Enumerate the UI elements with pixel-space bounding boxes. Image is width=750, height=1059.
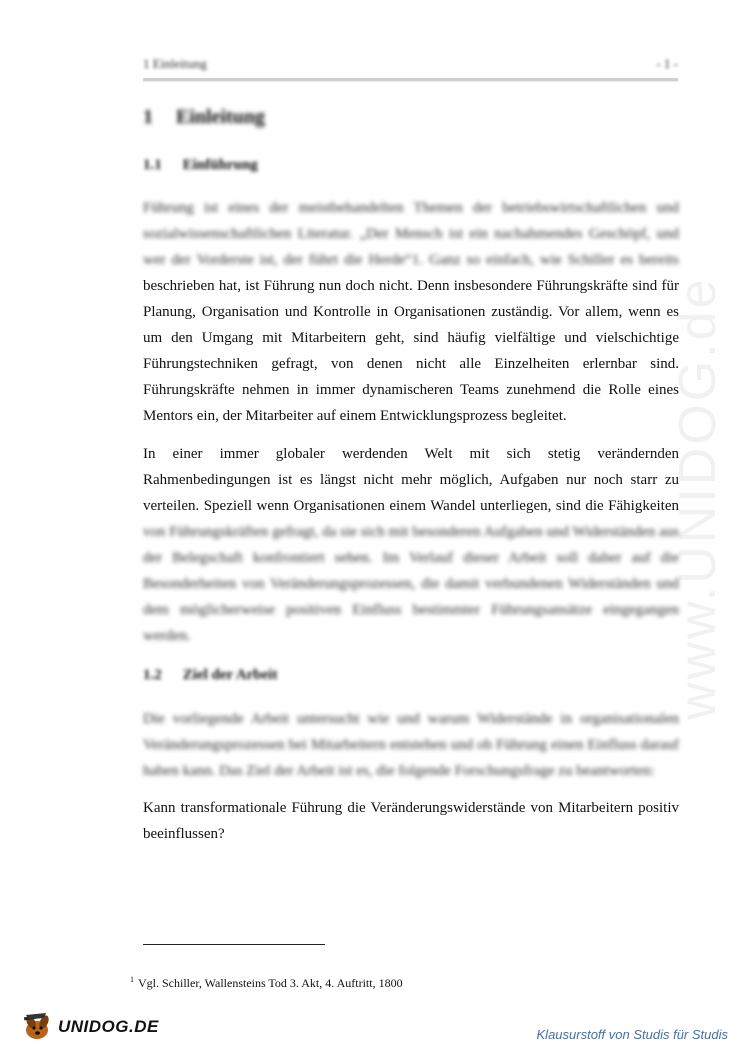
- text-line: Veränderungsprozessen bei Mitarbeitern entstehen und ob Führung einen Einfluss darauf: [143, 737, 679, 753]
- section-heading-1-1: [143, 157, 258, 174]
- text-line: Rahmenbedingungen ist es längst nicht mehr möglich, Aufgaben nur noch starr zu: [143, 472, 679, 488]
- research-question: [143, 795, 679, 847]
- text-line: verteilen. Speziell wenn Organisationen einem Wandel unterliegen, sind die Fähigkeiten: [143, 498, 679, 514]
- text-line: werden.: [143, 628, 191, 644]
- text-line: Mentors ein, der Mitarbeiter auf einem Entwicklungsprozess begleitet.: [143, 408, 567, 424]
- text-line: der Belegschaft konfrontiert sehen. Im Verlauf dieser Arbeit soll daher auf die: [143, 550, 679, 566]
- unidog-logo: [22, 1010, 159, 1044]
- running-header: [143, 56, 678, 72]
- text-line: Führungstechniken gefragt, von denen nicht alle Einzelheiten erlernbar sind.: [143, 356, 679, 372]
- page-number: - 1 -: [656, 56, 678, 71]
- section-heading-1-2: [143, 667, 277, 684]
- dog-mascot-icon: [22, 1012, 56, 1042]
- paragraph-introduction: [143, 195, 679, 429]
- text-line: Die vorliegende Arbeit untersucht wie und warum Widerstände in organisationalen: [143, 711, 679, 727]
- section-number: 1.1: [143, 157, 162, 173]
- text-line: von Führungskräften gefragt, da sie sich mit besonderen Aufgaben und Widerständen aus: [143, 524, 679, 540]
- paragraph-objective: [143, 706, 679, 784]
- text-line: In einer immer globaler werdenden Welt mit sich stetig verändernden: [143, 446, 679, 462]
- text-line: Besonderheiten von Veränderungsprozessen, die damit verbundenen Widerständen und: [143, 576, 679, 592]
- text-line: um den Umgang mit Mitarbeitern geht, sind häufig vielfältige und vielschichtige: [143, 330, 679, 346]
- section-title: Einführung: [182, 157, 258, 173]
- text-line: beschrieben hat, ist Führung nun doch nicht. Denn insbesondere Führungskräfte sind für: [143, 278, 679, 294]
- footer-slogan: Klausurstoff von Studis für Studis: [536, 1027, 728, 1042]
- footnote-text: Vgl. Schiller, Wallensteins Tod 3. Akt, 4. Auftritt, 1800: [138, 976, 403, 990]
- text-line: wer der Vorderste ist, der führt die Herde“1. Ganz so einfach, wie Schiller es bereits: [143, 252, 679, 268]
- watermark: www.UNIDOG.de: [669, 276, 727, 720]
- text-line: Kann transformationale Führung die Veränderungswiderstände von Mitarbeitern positiv: [143, 800, 679, 816]
- footnote-mark: 1: [130, 975, 134, 984]
- paragraph-globalization: [143, 441, 679, 649]
- text-line: Führung ist eines der meistbehandelten Themen der betriebswirtschaftlichen und: [143, 200, 679, 216]
- text-line: Planung, Organisation und Kontrolle in Organisationen zuständig. Vor allem, wenn es: [143, 304, 679, 320]
- section-number: 1.2: [143, 667, 162, 683]
- running-title: 1 Einleitung: [143, 56, 207, 71]
- section-title: Ziel der Arbeit: [182, 667, 278, 683]
- text-line: sozialwissenschaftlichen Literatur. „Der Mensch ist ein nachahmendes Geschöpf, und: [143, 226, 679, 242]
- header-rule: [143, 78, 678, 82]
- text-line: dem möglicherweise positiven Einfluss bestimmter Führungsansätze eingegangen: [143, 602, 679, 618]
- chapter-number: 1: [143, 106, 153, 128]
- logo-text: UNIDOG.DE: [58, 1017, 159, 1036]
- footnote-separator: [143, 944, 325, 945]
- text-line: haben kann. Das Ziel der Arbeit ist es, die folgende Forschungsfrage zu beantworten:: [143, 763, 655, 779]
- text-line: beeinflussen?: [143, 826, 225, 842]
- chapter-heading: [143, 106, 265, 129]
- text-line: Führungskräfte nehmen in immer dynamischeren Teams zunehmend die Rolle eines: [143, 382, 679, 398]
- chapter-title: Einleitung: [176, 106, 265, 128]
- footnote: [130, 975, 403, 991]
